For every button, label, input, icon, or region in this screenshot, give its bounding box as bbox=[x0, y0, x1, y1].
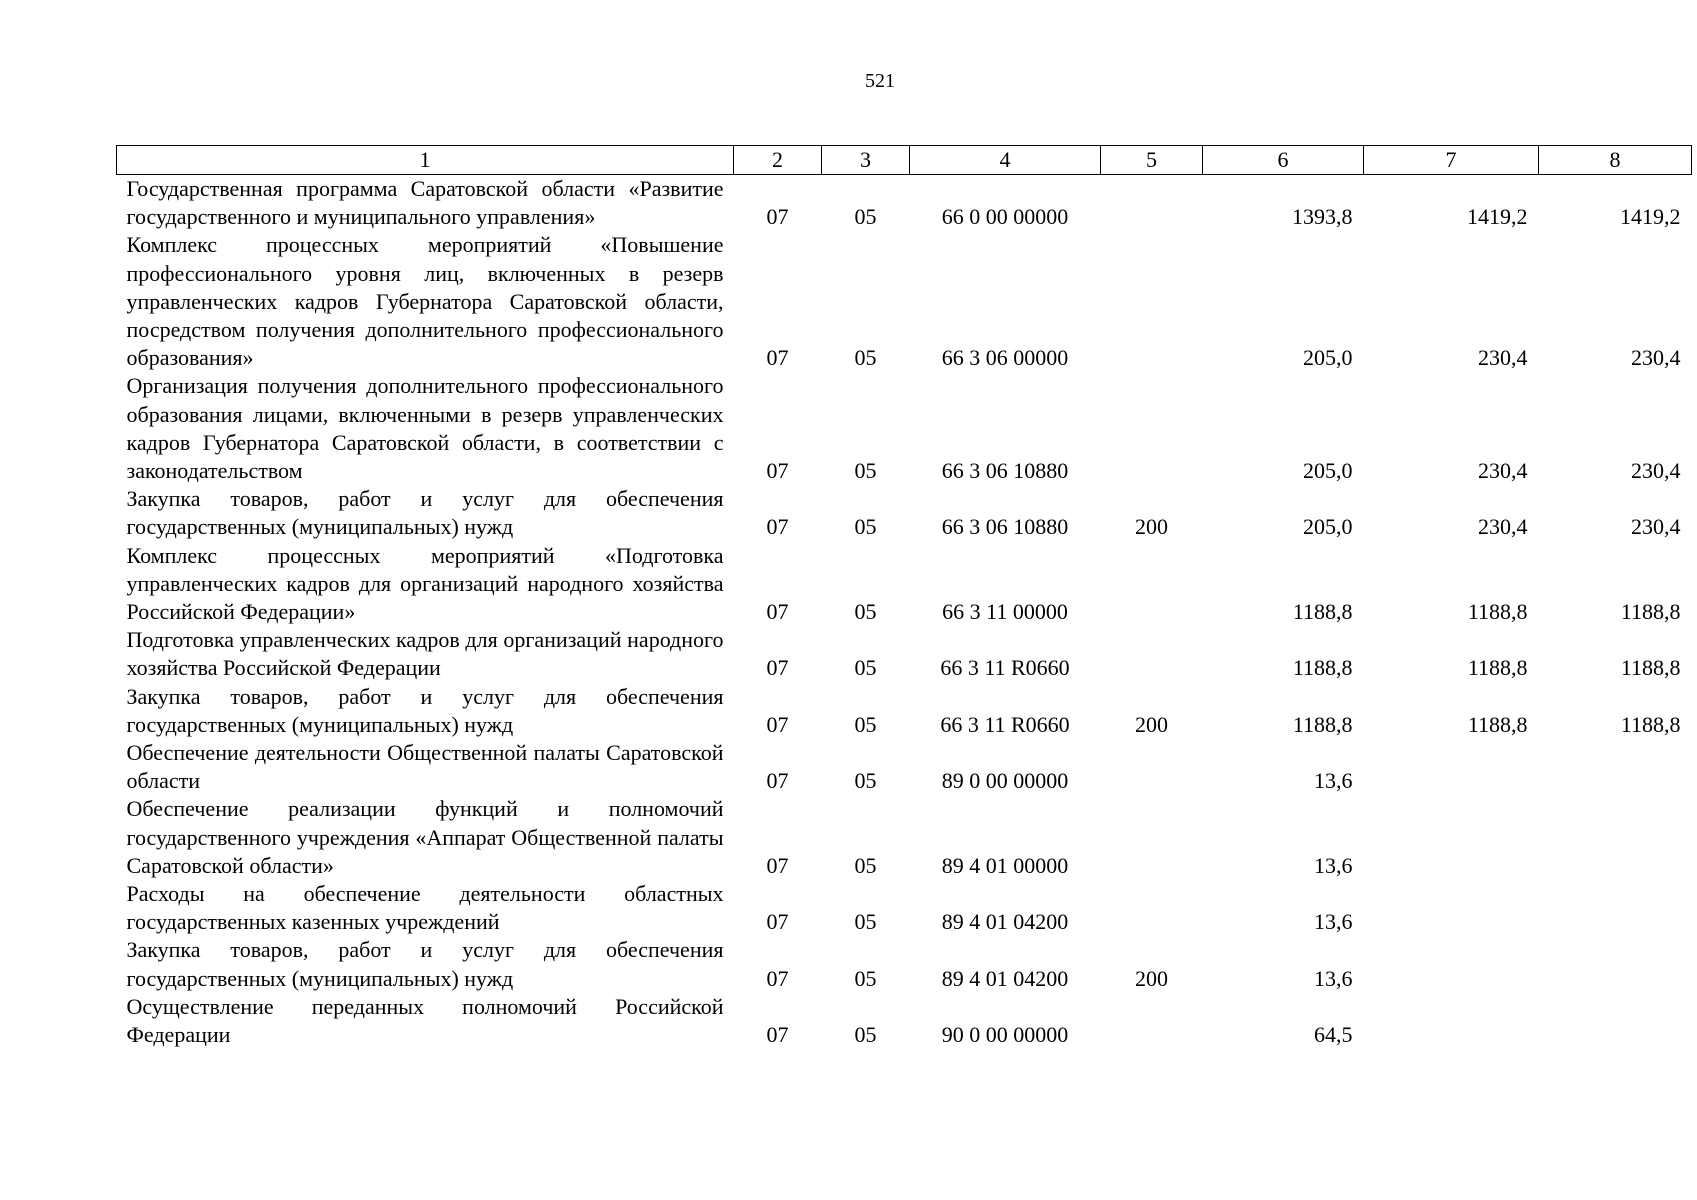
row-description: Комплекс процессных мероприятий «Подготовка управленческих кадров для организаций народного хозяйства Российской Федерации» bbox=[126, 542, 724, 625]
amount-year-3: 230,4 bbox=[1631, 345, 1681, 371]
expense-type-code: 200 bbox=[1135, 965, 1168, 991]
expense-type-code bbox=[1101, 231, 1203, 372]
amount-year-1: 13,6 bbox=[1314, 768, 1353, 794]
row-description: Закупка товаров, работ и услуг для обеспечения государственных (муниципальных) нужд bbox=[126, 486, 724, 540]
expense-type-code: 200 bbox=[1135, 514, 1168, 540]
section-code: 07 bbox=[766, 768, 789, 794]
header-cell: 2 bbox=[734, 146, 822, 175]
subsection-code: 05 bbox=[854, 655, 877, 681]
expense-type-code: 200 bbox=[1135, 711, 1168, 737]
row-description: Комплекс процессных мероприятий «Повышение профессионального уровня лиц, включенных в резерв управленческих кадров Губернатора Саратовской области, посредством получения дополнительного профессионального образования» bbox=[126, 232, 724, 371]
table-row bbox=[117, 795, 1692, 880]
amount-year-2 bbox=[1364, 795, 1539, 880]
table-row bbox=[117, 175, 1692, 232]
table-row bbox=[117, 542, 1692, 627]
amount-year-2: 1188,8 bbox=[1467, 655, 1528, 681]
target-article-code: 66 3 06 10880 bbox=[941, 514, 1069, 540]
row-description: Закупка товаров, работ и услуг для обеспечения государственных (муниципальных) нужд bbox=[126, 683, 724, 737]
target-article-code: 66 3 06 00000 bbox=[941, 345, 1069, 371]
table-row bbox=[117, 626, 1692, 682]
expense-type-code bbox=[1101, 795, 1203, 880]
table-row bbox=[117, 880, 1692, 936]
target-article-code: 66 0 00 00000 bbox=[941, 204, 1069, 230]
amount-year-2: 230,4 bbox=[1478, 458, 1528, 484]
row-description: Подготовка управленческих кадров для организаций народного хозяйства Российской Федерации bbox=[126, 627, 724, 681]
row-description: Организация получения дополнительного профессионального образования лицами, включенными в резерв управленческих кадров Губернатора Саратовской области, в соответствии с законодательством bbox=[126, 373, 724, 484]
section-code: 07 bbox=[766, 514, 789, 540]
header-cell: 6 bbox=[1203, 146, 1364, 175]
table-header-row bbox=[117, 146, 1692, 175]
table-row bbox=[117, 485, 1692, 541]
expense-type-code bbox=[1101, 542, 1203, 627]
subsection-code: 05 bbox=[854, 514, 877, 540]
amount-year-1: 205,0 bbox=[1303, 514, 1353, 540]
subsection-code: 05 bbox=[854, 909, 877, 935]
expense-type-code bbox=[1101, 175, 1203, 232]
expense-type-code bbox=[1101, 626, 1203, 682]
section-code: 07 bbox=[766, 965, 789, 991]
amount-year-3: 1188,8 bbox=[1620, 655, 1681, 681]
target-article-code: 89 4 01 04200 bbox=[941, 909, 1069, 935]
amount-year-3: 1188,8 bbox=[1620, 599, 1681, 625]
section-code: 07 bbox=[766, 1022, 789, 1048]
header-cell: 4 bbox=[910, 146, 1101, 175]
header-cell: 3 bbox=[822, 146, 910, 175]
amount-year-2: 1188,8 bbox=[1467, 711, 1528, 737]
amount-year-1: 13,6 bbox=[1314, 852, 1353, 878]
target-article-code: 89 4 01 00000 bbox=[941, 852, 1069, 878]
amount-year-3 bbox=[1539, 993, 1692, 1049]
subsection-code: 05 bbox=[854, 204, 877, 230]
amount-year-1: 64,5 bbox=[1314, 1022, 1353, 1048]
target-article-code: 66 3 11 R0660 bbox=[940, 655, 1070, 681]
amount-year-2: 1188,8 bbox=[1467, 599, 1528, 625]
target-article-code: 89 0 00 00000 bbox=[941, 768, 1069, 794]
table-row bbox=[117, 739, 1692, 795]
section-code: 07 bbox=[766, 345, 789, 371]
amount-year-1: 1393,8 bbox=[1292, 204, 1353, 230]
subsection-code: 05 bbox=[854, 345, 877, 371]
amount-year-3: 230,4 bbox=[1631, 458, 1681, 484]
amount-year-1: 1188,8 bbox=[1292, 655, 1353, 681]
subsection-code: 05 bbox=[854, 852, 877, 878]
amount-year-3: 230,4 bbox=[1631, 514, 1681, 540]
row-description: Обеспечение реализации функций и полномочий государственного учреждения «Аппарат Общественной палаты Саратовской области» bbox=[126, 796, 724, 878]
amount-year-2: 1419,2 bbox=[1467, 204, 1528, 230]
subsection-code: 05 bbox=[854, 965, 877, 991]
table-row bbox=[117, 372, 1692, 485]
budget-table bbox=[116, 145, 1692, 1049]
target-article-code: 66 3 11 00000 bbox=[942, 599, 1068, 625]
section-code: 07 bbox=[766, 458, 789, 484]
amount-year-2: 230,4 bbox=[1478, 345, 1528, 371]
amount-year-2 bbox=[1364, 880, 1539, 936]
amount-year-3 bbox=[1539, 936, 1692, 992]
target-article-code: 66 3 11 R0660 bbox=[940, 711, 1070, 737]
amount-year-1: 13,6 bbox=[1314, 909, 1353, 935]
expense-type-code bbox=[1101, 739, 1203, 795]
section-code: 07 bbox=[766, 599, 789, 625]
row-description: Осуществление переданных полномочий Российской Федерации bbox=[126, 993, 724, 1048]
table-row bbox=[117, 993, 1692, 1049]
subsection-code: 05 bbox=[854, 711, 877, 737]
subsection-code: 05 bbox=[854, 1022, 877, 1048]
table-row bbox=[117, 231, 1692, 372]
amount-year-1: 205,0 bbox=[1303, 345, 1353, 371]
amount-year-3 bbox=[1539, 880, 1692, 936]
target-article-code: 89 4 01 04200 bbox=[941, 965, 1069, 991]
amount-year-2 bbox=[1364, 993, 1539, 1049]
section-code: 07 bbox=[766, 655, 789, 681]
subsection-code: 05 bbox=[854, 599, 877, 625]
section-code: 07 bbox=[766, 909, 789, 935]
amount-year-2 bbox=[1364, 936, 1539, 992]
expense-type-code bbox=[1101, 372, 1203, 485]
row-description: Государственная программа Саратовской области «Развитие государственного и муниципального управления» bbox=[126, 176, 724, 230]
amount-year-3: 1188,8 bbox=[1620, 711, 1681, 737]
subsection-code: 05 bbox=[854, 768, 877, 794]
expense-type-code bbox=[1101, 993, 1203, 1049]
header-cell: 7 bbox=[1364, 146, 1539, 175]
page-number: 521 bbox=[865, 70, 895, 92]
subsection-code: 05 bbox=[854, 458, 877, 484]
table-body bbox=[117, 175, 1692, 1050]
header-cell: 1 bbox=[117, 146, 734, 175]
section-code: 07 bbox=[766, 204, 789, 230]
target-article-code: 66 3 06 10880 bbox=[941, 458, 1069, 484]
row-description: Обеспечение деятельности Общественной палаты Саратовской области bbox=[126, 740, 724, 794]
header-cell: 8 bbox=[1539, 146, 1692, 175]
amount-year-3 bbox=[1539, 739, 1692, 795]
amount-year-3 bbox=[1539, 795, 1692, 880]
target-article-code: 90 0 00 00000 bbox=[941, 1022, 1069, 1048]
section-code: 07 bbox=[766, 711, 789, 737]
amount-year-1: 1188,8 bbox=[1292, 599, 1353, 625]
row-description: Расходы на обеспечение деятельности областных государственных казенных учреждений bbox=[126, 881, 724, 935]
amount-year-2: 230,4 bbox=[1478, 514, 1528, 540]
header-cell: 5 bbox=[1101, 146, 1203, 175]
section-code: 07 bbox=[766, 852, 789, 878]
amount-year-1: 13,6 bbox=[1314, 965, 1353, 991]
amount-year-1: 205,0 bbox=[1303, 458, 1353, 484]
table-row bbox=[117, 683, 1692, 739]
amount-year-3: 1419,2 bbox=[1620, 204, 1681, 230]
expense-type-code bbox=[1101, 880, 1203, 936]
table-row bbox=[117, 936, 1692, 992]
amount-year-2 bbox=[1364, 739, 1539, 795]
amount-year-1: 1188,8 bbox=[1292, 711, 1353, 737]
row-description: Закупка товаров, работ и услуг для обеспечения государственных (муниципальных) нужд bbox=[126, 937, 724, 991]
